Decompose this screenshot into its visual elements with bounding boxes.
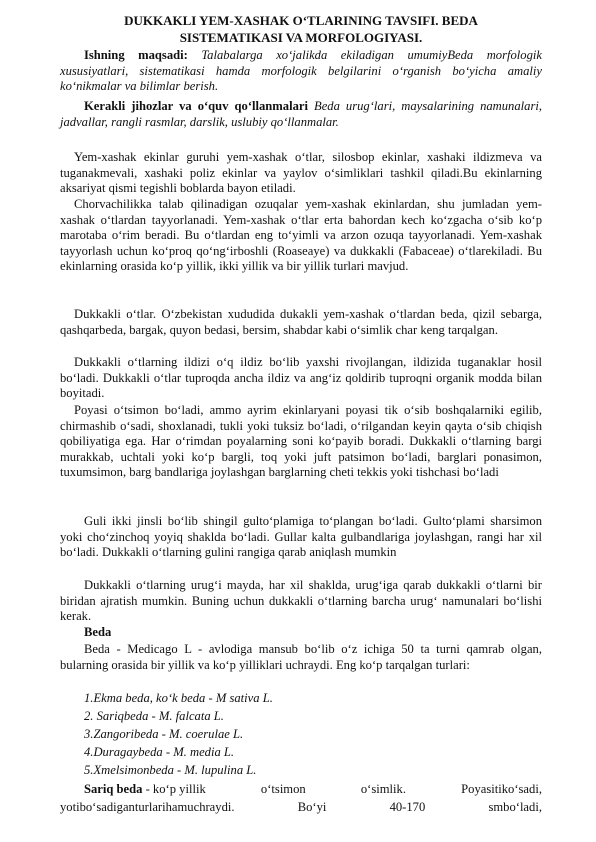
paragraph-roots: Dukkakli o‘tlarning ildizi o‘q ildiz bo‘lib yaxshi rivojlangan, ildizida tuganaklar hosil bo‘ladi. Dukkakli o‘tlar tuproqda ancha ildiz va ang‘iz qoldirib tuproqni organik modda bilan boyitadi. [60,355,542,400]
paragraph-beda: Beda - Medicago L - avlodiga mansub bo‘lib o‘z ichiga 50 ta turni qamrab olgan, bularning orasida bir yillik va ko‘p yilliklari uchraydi. Eng ko‘p tarqalgan turlari: [60,642,542,672]
sariq-label: Sariq beda [84,782,143,796]
aim-paragraph [60,48,542,95]
title-line-2: SISTEMATIKASI VA MORFOLOGIYASI. [179,30,423,45]
paragraph-legumes: Dukkakli o‘tlar. O‘zbekistan xududida dukakli yem-xashak o‘tlardan beda, qizil sebarga, qashqarbeda, bargak, quyon bedasi, bersim, shabdar kabi o‘simlik char keng tarqalgan. [60,307,542,337]
sariq-word: smbo‘ladi, [488,800,542,814]
paragraph-stem-leaves: Poyasi o‘tsimon bo‘ladi, ammo ayrim ekinlaryani poyasi tik o‘sib boshqalarniki egilib, chirmashib o‘sadi, shoxlanadi, tukli yoki tuksiz bo‘ladi, o‘rilgandan keyin qayta o‘sib chiqish qobiliyatiga ega. Har o‘rimdan poyalarning soni ko‘payib boradi. Dukkakli o‘tlarning bargi murakkab, uchtali yoki ko‘p bargli, toq yoki juft patsimon bo‘ladi, barglari ponasimon, tuxumsimon, barg bandlariga joylashgan barglarning cheti tekkis yoki tishchasi bo‘ladi [60,403,542,479]
paragraph-flowers: Guli ikki jinsli bo‘lib shingil gulto‘plamiga to‘plangan bo‘ladi. Gulto‘plami sharsimon yoki cho‘zinchoq yoyiq shaklda bo‘ladi. Gullar kalta gulbandlariga joylashgan, rangi har xil bo‘ladi. Dukkakli o‘tlarning gulini rangiga qarab aniqlash mumkin [60,514,542,559]
aim-text: Talabalarga xo‘jalikda ekiladigan umumiyBeda morfologik xususiyatlari, sistematikasi hamda morfologik belgilarini o‘rganish bo‘yicha amaliy ko‘nikmalar va bilimlar berish. [60,48,542,93]
beda-heading: Beda [84,625,112,639]
sariq-word: - ko‘p yillik [142,782,206,796]
tools-label: Kerakli jihozlar va o‘quv qo‘llanmalari [84,99,308,113]
sariq-word: o‘simlik. [360,782,406,796]
species-item: 2. Sariqbeda - M. falcata L. [84,709,224,723]
title-line-1: DUKKAKLI YEM-XASHAK O‘TLARINING TAVSIFI. BEDA [124,13,478,28]
sariq-line-1 [84,782,542,798]
species-item: 5.Xmelsimonbeda - M. lupulina L. [84,763,257,777]
paragraph-forage-grasses: Chorvachilikka talab qilinadigan ozuqalar yem-xashak ekinlardan, shu jumladan yem-xashak o‘tlardan tayyorlanadi. Yem-xashak o‘tlar erta bahordan kech ko‘zgacha o‘sib ko‘p marotaba o‘rim beradi. Bu o‘tlardan eng to‘yimli va arzon ozuqa tayyorlanadi. Yem-xashak tayyorlash uchun ko‘proq qo‘ng‘irboshli (Roaseaye) va dukkakli (Fabaceae) o‘tlarekiladi. Bu ekinlarning orasida ko‘p yillik, ikki yillik va bir yillik turlari mavjud. [60,197,542,273]
sariq-line-2 [60,800,542,816]
species-item: 3.Zangoribeda - M. coerulae L. [84,727,244,741]
paragraph-forage-groups: Yem-xashak ekinlar guruhi yem-xashak o‘tlar, silosbop ekinlar, xashaki ildizmeva va tuganakmevali, xashaki poliz ekinlar va yaylov o‘simliklari tashkil qiladi.Bu ekinlarning aksariyat qismi tegishli boblarda bayon etiladi. [60,150,542,195]
sariq-word: Poyasitiko‘sadi, [461,782,542,796]
sariq-word: yotibo‘sadiganturlarihamuchraydi. [60,800,235,814]
sariq-word: Bo‘yi [297,800,327,814]
paragraph-seeds: Dukkakli o‘tlarning urug‘i mayda, har xil shaklda, urug‘iga qarab dukkakli o‘tlarni bir biridan ajratish mumkin. Buning uchun dukkakli o‘tlarning barcha urug‘ namunalari bo‘lishi kerak. [60,578,542,623]
sariq-word: o‘tsimon [260,782,306,796]
tools-paragraph [60,99,542,130]
tools-text: Beda urug‘lari, maysalarining namunalari, jadvallar, rangli rasmlar, darslik, uslubiy qo‘llanmalar. [60,99,542,129]
species-item: 4.Duragaybeda - M. media L. [84,745,235,759]
aim-label: Ishning maqsadi: [84,48,188,62]
page-title [60,12,542,46]
sariq-word: 40-170 [389,800,426,814]
species-item: 1.Ekma beda, ko‘k beda - M sativa L. [84,691,273,705]
